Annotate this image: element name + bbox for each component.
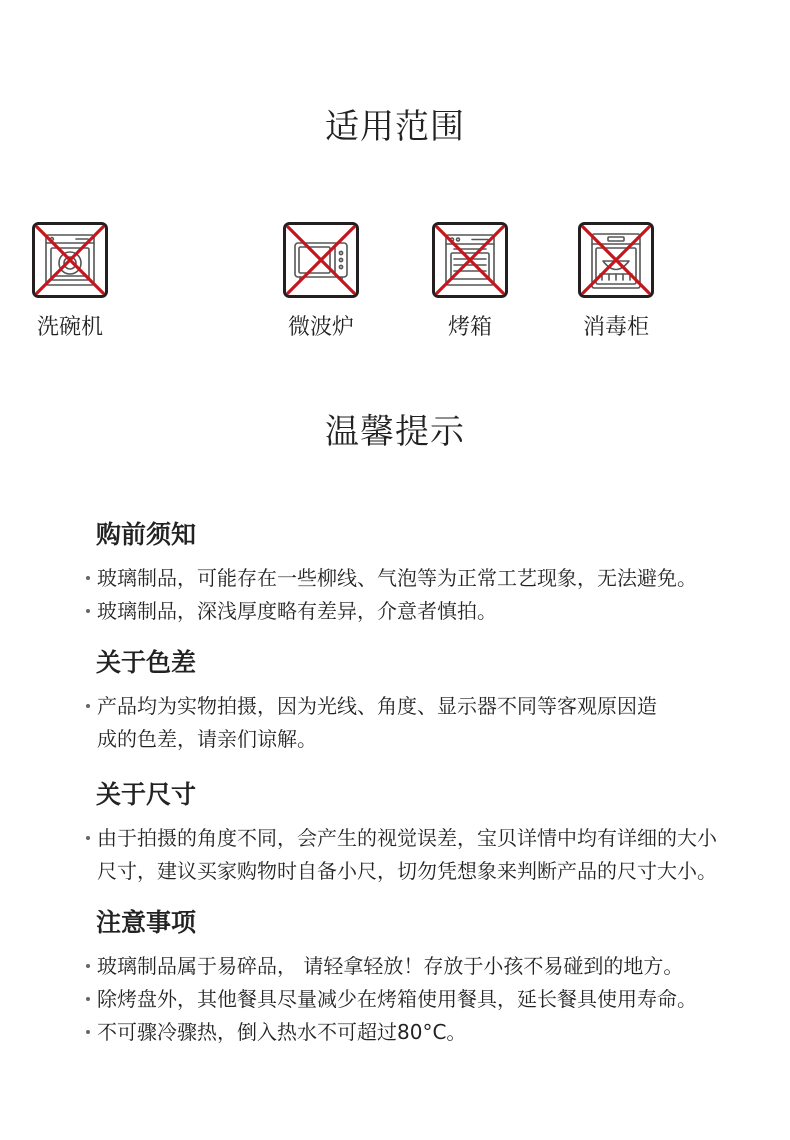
scope-item-oven: [400, 222, 540, 343]
scope-item-microwave: [251, 222, 391, 343]
bullet-dot: [86, 704, 90, 708]
bullet-text-line: 由于拍摄的角度不同，会产生的视觉误差，宝贝详情中均有详细的大小: [97, 826, 717, 850]
tip-section-precautions: [0, 907, 790, 1049]
bullet-text-line: 产品均为实物拍摄，因为光线、角度、显示器不同等客观原因造: [97, 694, 657, 718]
bullet-text-line: 玻璃制品，可能存在一些柳线、气泡等为正常工艺现象，无法避免。: [97, 566, 697, 590]
bullet-list: [0, 822, 790, 888]
bullet-text-line: 不可骤冷骤热，倒入热水不可超过80°C。: [97, 1020, 467, 1044]
bullet-text-line: 玻璃制品属于易碎品， 请轻拿轻放！存放于小孩不易碰到的地方。: [97, 954, 684, 978]
bullet-item: [0, 1016, 790, 1049]
bullet-dot: [86, 609, 90, 613]
disinfection-cabinet-icon: [578, 222, 654, 298]
bullet-dot: [86, 1030, 90, 1034]
bullet-text-line: 成的色差，请亲们谅解。: [97, 727, 317, 751]
bullet-item: [0, 562, 790, 595]
bullet-text-line: 尺寸，建议买家购物时自备小尺，切勿凭想象来判断产品的尺寸大小。: [97, 859, 717, 883]
bullet-text-line: 玻璃制品，深浅厚度略有差异，介意者慎拍。: [97, 599, 497, 623]
bullet-dot: [86, 576, 90, 580]
tips-title: 温馨提示: [325, 412, 465, 452]
bullet-item: [0, 690, 790, 756]
scope-title: 适用范围: [325, 107, 465, 147]
bullet-list: [0, 562, 790, 628]
bullet-item: [0, 595, 790, 628]
scope-label: 烤箱: [447, 315, 492, 340]
scope-label: 消毒柜: [582, 315, 649, 340]
microwave-icon: [283, 222, 359, 298]
tip-section-before-purchase: [0, 519, 790, 628]
tip-section-color-difference: [0, 647, 790, 756]
scope-label: 微波炉: [287, 315, 354, 340]
section-heading: 购前须知: [96, 520, 197, 549]
oven-icon: [432, 222, 508, 298]
dishwasher-icon: [32, 222, 108, 298]
section-heading: 注意事项: [96, 908, 197, 937]
tip-section-size: [0, 779, 790, 888]
bullet-text-line: 除烤盘外，其他餐具尽量减少在烤箱使用餐具，延长餐具使用寿命。: [97, 987, 697, 1011]
bullet-dot: [86, 836, 90, 840]
bullet-dot: [86, 997, 90, 1001]
section-heading: 关于色差: [96, 648, 197, 677]
scope-label: 洗碗机: [36, 315, 103, 340]
scope-item-dishwasher: [0, 222, 140, 343]
bullet-item: [0, 983, 790, 1016]
section-heading: 关于尺寸: [96, 780, 197, 809]
scope-item-disinfection-cabinet: [546, 222, 686, 343]
bullet-dot: [86, 964, 90, 968]
bullet-item: [0, 950, 790, 983]
bullet-item: [0, 822, 790, 888]
bullet-list: [0, 950, 790, 1049]
bullet-list: [0, 690, 790, 756]
